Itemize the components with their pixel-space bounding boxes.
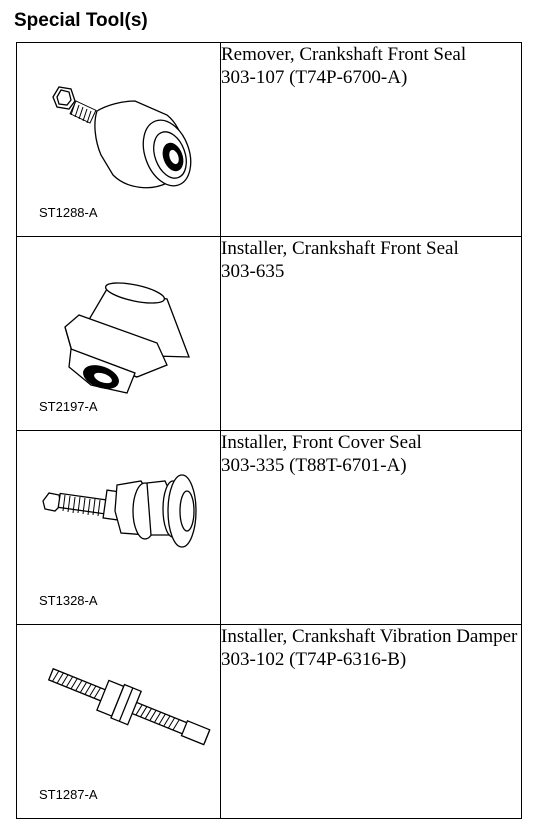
tool-name: Installer, Front Cover Seal — [221, 432, 422, 453]
table-row — [17, 625, 522, 819]
tool-description-cell — [221, 431, 522, 625]
tool-reference-code: ST1288-A — [39, 205, 98, 220]
tool-illustration-cell — [17, 431, 221, 625]
page-title: Special Tool(s) — [14, 10, 148, 31]
table-row — [17, 237, 522, 431]
tool-name: Installer, Crankshaft Vibration Damper — [221, 626, 518, 647]
tool-description-cell — [221, 43, 522, 237]
tool-number: 303-102 (T74P-6316-B) — [221, 649, 407, 670]
tool-description-cell — [221, 625, 522, 819]
tool-number: 303-107 (T74P-6700-A) — [221, 67, 408, 88]
tool-name: Installer, Crankshaft Front Seal — [221, 238, 459, 259]
table-row — [17, 431, 522, 625]
tool-reference-code: ST1328-A — [39, 593, 98, 608]
tool-illustration-cell — [17, 43, 221, 237]
tool-illustration-cell — [17, 625, 221, 819]
tool-number: 303-335 (T88T-6701-A) — [221, 455, 407, 476]
tool-reference-code: ST1287-A — [39, 787, 98, 802]
tool-name: Remover, Crankshaft Front Seal — [221, 44, 467, 65]
tool-description-cell — [221, 237, 522, 431]
tool-illustration-cell — [17, 237, 221, 431]
tool-reference-code: ST2197-A — [39, 399, 98, 414]
tool-number: 303-635 — [221, 261, 285, 282]
special-tools-table — [16, 42, 522, 819]
table-row — [17, 43, 522, 237]
